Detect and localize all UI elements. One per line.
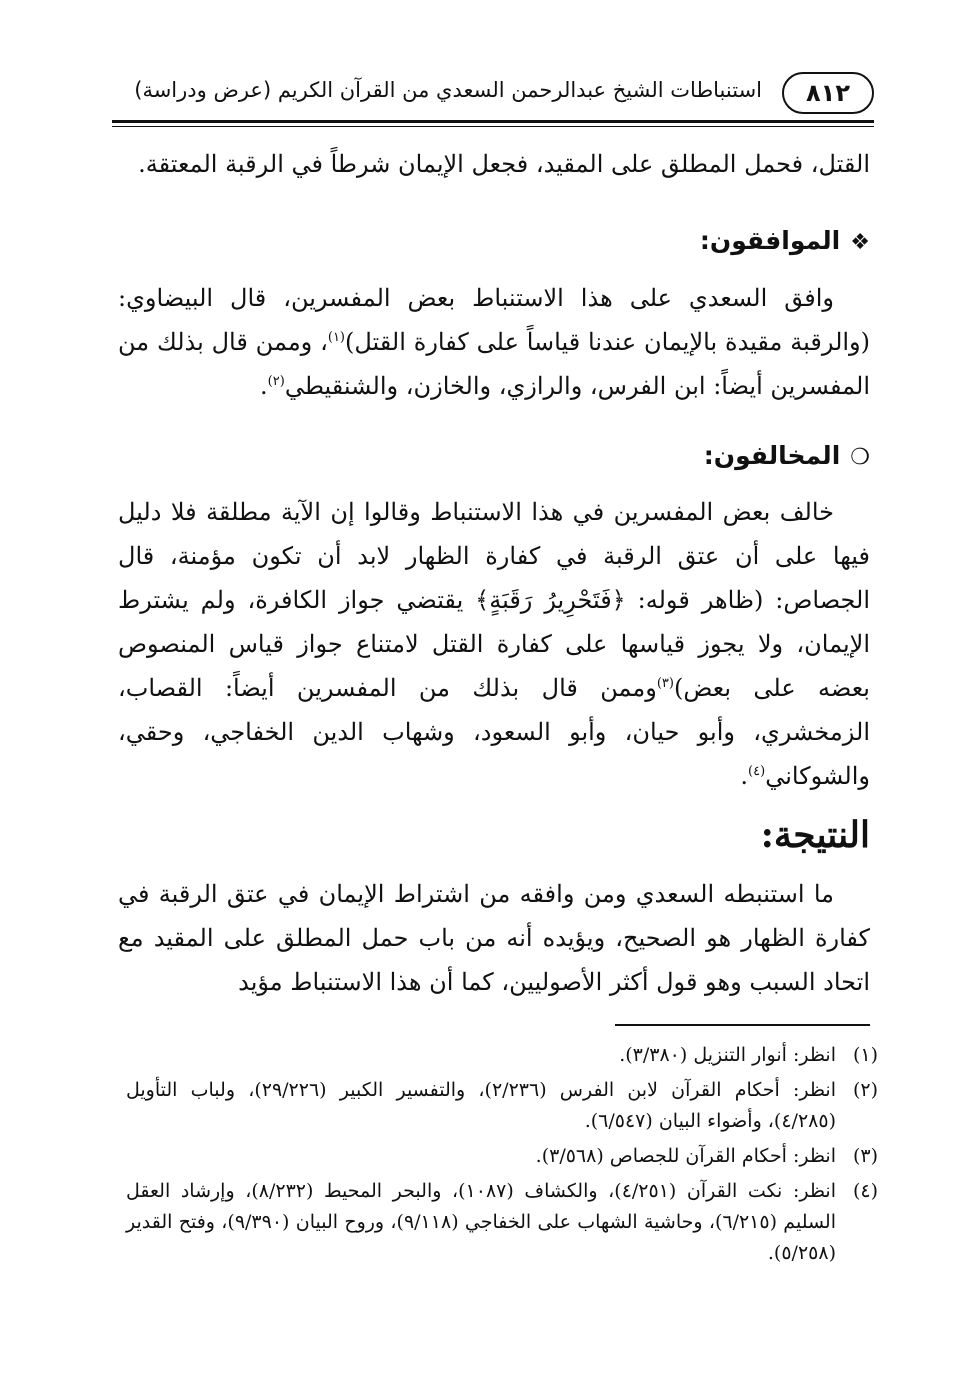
paragraph-continuation — [118, 142, 870, 186]
footnote-ref-4: (٤) — [748, 764, 766, 779]
section-agree-heading — [118, 221, 870, 263]
heading-disagree: المخالفون: — [703, 441, 841, 470]
footnote-separator — [615, 1024, 870, 1026]
paragraph-3-text-b: وممن قال بذلك من المفسرين أيضاً: القصاب، الزمخشري، وأبو حيان، وأبو السعود، وشهاب الدين الخفاجي، وحقي، والشوكاني — [118, 674, 870, 790]
footnote-item — [126, 1040, 878, 1071]
footnote-item — [126, 1075, 878, 1137]
heading-agree: الموافقون: — [699, 226, 841, 255]
diamond-bullet-icon: ❖ — [850, 230, 870, 255]
footnote-text: انظر: أنوار التنزيل (٣/٣٨٠). — [619, 1044, 836, 1066]
footnote-number: (٢) — [852, 1079, 878, 1101]
paragraph-2 — [118, 276, 870, 408]
footnotes — [126, 1040, 878, 1273]
paragraph-4 — [118, 872, 870, 1004]
paragraph-2-text-a: وافق السعدي على هذا الاستنباط بعض المفسرين، قال البيضاوي: (والرقبة مقيدة بالإيمان عندنا قياساً على كفارة القتل) — [118, 284, 871, 356]
footnote-item — [126, 1176, 878, 1269]
header-rule-thin — [112, 126, 874, 127]
section-result-heading — [118, 810, 870, 860]
page-number-badge: ٨١٢ — [782, 72, 874, 114]
section-agree-body — [118, 276, 870, 408]
paragraph-2-text-c: . — [260, 372, 268, 400]
footnote-text: انظر: أحكام القرآن للجصاص (٣/٥٦٨). — [535, 1145, 836, 1167]
page-header — [112, 70, 874, 130]
footnote-ref-2: (٢) — [267, 374, 285, 389]
header-rule-thick — [112, 120, 874, 123]
paragraph-3 — [118, 490, 870, 798]
footnote-number: (٤) — [852, 1180, 878, 1202]
section-result-body — [118, 872, 870, 1004]
footnote-ref-1: (١) — [327, 330, 345, 345]
footnote-ref-3: (٣) — [656, 676, 674, 691]
footnote-text: انظر: نكت القرآن (٤/٢٥١)، والكشاف (١٠٨٧)، والبحر المحيط (٨/٢٣٢)، وإرشاد العقل السليم (٦/٢١٥)، وحاشية الشهاب على الخفاجي (٩/١١٨)، وروح البيان (٩/٣٩٠)، وفتح القدير (٥/٢٥٨). — [126, 1180, 836, 1264]
section-disagree-body — [118, 490, 870, 798]
running-title: استنباطات الشيخ عبدالرحمن السعدي من القرآن الكريم (عرض ودراسة) — [134, 78, 762, 102]
footnote-item — [126, 1141, 878, 1172]
section-disagree-heading — [118, 436, 870, 478]
circle-bullet-icon: ❍ — [850, 445, 870, 470]
footnote-number: (٣) — [852, 1145, 878, 1167]
footnote-number: (١) — [852, 1044, 878, 1066]
paragraph-1: القتل، فحمل المطلق على المقيد، فجعل الإيمان شرطاً في الرقبة المعتقة. — [138, 150, 870, 178]
paragraph-4-text: ما استنبطه السعدي ومن وافقه من اشتراط الإيمان في عتق الرقبة في كفارة الظهار هو الصحيح، ويؤيده أنه من باب حمل المطلق على المقيد مع اتحاد السبب وهو قول أكثر الأصوليين، كما أن هذا الاستنباط مؤيد — [118, 880, 870, 996]
heading-result: النتيجة: — [760, 814, 870, 856]
footnote-text: انظر: أحكام القرآن لابن الفرس (٢/٢٣٦)، والتفسير الكبير (٢٩/٢٢٦)، ولباب التأويل (٤/٢٨٥)، وأضواء البيان (٦/٥٤٧). — [126, 1079, 836, 1132]
paragraph-3-text-a: خالف بعض المفسرين في هذا الاستنباط وقالوا إن الآية مطلقة فلا دليل فيها على أن عتق الرقبة في كفارة الظهار لابد أن تكون مؤمنة، قال الجصاص: (ظاهر قوله: ﴿فَتَحْرِيرُ رَقَبَةٍ﴾ يقتضي جواز الكافرة، ولم يشترط الإيمان، ولا يجوز قياسها على كفارة القتل لامتناع جواز قياس المنصوص بعضه على بعض) — [118, 498, 871, 702]
paragraph-3-text-c: . — [740, 762, 749, 790]
paragraph-2-text-b: ، وممن قال بذلك من المفسرين أيضاً: ابن الفرس، والرازي، والخازن، والشنقيطي — [118, 328, 870, 400]
